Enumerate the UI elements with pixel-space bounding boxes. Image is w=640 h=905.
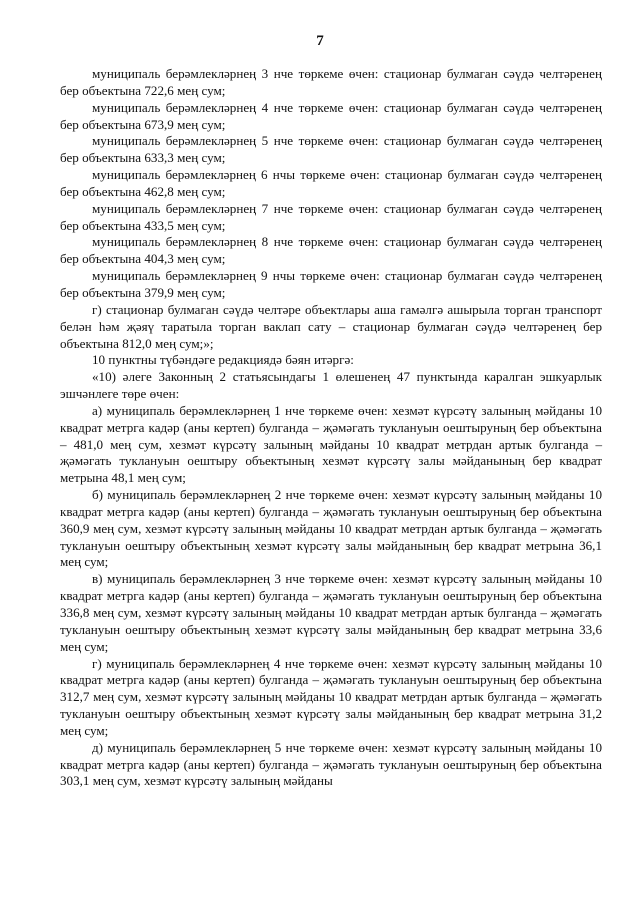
page-number: 7 bbox=[316, 33, 324, 49]
paragraph-item-a: а) муниципаль берәмлекләрнең 1 нче төркеме өчен: хезмәт күрсәтү залының мәйданы 10 квадрат метрга кадәр (аны кертеп) булганда – җәмәгать туклануын оештыруның бер объектына – 481,0 мең сум, хезмәт күрсәтү залының мәйданы 10 квадрат метрдан артык булганда – җәмәгать туклануын оештыру объектының хезмәт күрсәтү залы мәйданының бер квадрат метрына 48,1 мең сум; bbox=[60, 402, 602, 486]
paragraph-item-g-transport: г) стационар булмаган сәүдә челтәре объектлары аша гамәлгә ашырыла торган транспорт белән һәм җәяү таратыла торган ваклап сату – стационар булмаган сәүдә челтәренең бер объектына 812,0 мең сум;»; bbox=[60, 301, 602, 351]
paragraph-group-5: муниципаль берәмлекләрнең 5 нче төркеме өчен: стационар булмаган сәүдә челтәренең бер объектына 633,3 мең сум; bbox=[60, 133, 602, 166]
paragraph-group-7: муниципаль берәмлекләрнең 7 нче төркеме өчен: стационар булмаган сәүдә челтәренең бер объектына 433,5 мең сум; bbox=[60, 200, 602, 233]
paragraph-group-4: муниципаль берәмлекләрнең 4 нче төркеме өчен: стационар булмаган сәүдә челтәренең бер объектына 673,9 мең сум; bbox=[60, 99, 602, 132]
document-body bbox=[60, 66, 602, 790]
paragraph-group-3: муниципаль берәмлекләрнең 3 нче төркеме өчен: стационар булмаган сәүдә челтәренең бер объектына 722,6 мең сум; bbox=[60, 66, 602, 98]
paragraph-item-d: д) муниципаль берәмлекләрнең 5 нче төркеме өчен: хезмәт күрсәтү залының мәйданы 10 квадрат метрга кадәр (аны кертеп) булганда – җәмәгать туклануын оештыруның бер объектына 303,1 мең сум, хезмәт күрсәтү залының мәйданы bbox=[60, 739, 602, 789]
paragraph-item-v: в) муниципаль берәмлекләрнең 3 нче төркеме өчен: хезмәт күрсәтү залының мәйданы 10 квадрат метрга кадәр (аны кертеп) булганда – җәмәгать туклануын оештыруның бер объектына 336,8 мең сум, хезмәт күрсәтү залының мәйданы 10 квадрат метрдан артык булганда – җәмәгать туклануын оештыру объектының хезмәт күрсәтү залы мәйданының бер квадрат метрына 33,6 мең сум; bbox=[60, 571, 602, 654]
paragraph-group-8: муниципаль берәмлекләрнең 8 нче төркеме өчен: стационар булмаган сәүдә челтәренең бер объектына 404,3 мең сум; bbox=[60, 234, 602, 267]
paragraph-item-g: г) муниципаль берәмлекләрнең 4 нче төркеме өчен: хезмәт күрсәтү залының мәйданы 10 квадрат метрга кадәр (аны кертеп) булганда – җәмәгать туклануын оештыруның бер объектына 312,7 мең сум, хезмәт күрсәтү залының мәйданы 10 квадрат метрдан артык булганда – җәмәгать туклануын оештыру объектының хезмәт күрсәтү залы мәйданының бер квадрат метрына 31,2 мең сум; bbox=[60, 655, 602, 738]
paragraph-item-b: б) муниципаль берәмлекләрнең 2 нче төркеме өчен: хезмәт күрсәтү залының мәйданы 10 квадрат метрга кадәр (аны кертеп) булганда – җәмәгать туклануын оештыруның бер объектына 360,9 мең сум, хезмәт күрсәтү залының мәйданы 10 квадрат метрдан артык булганда – җәмәгать туклануын оештыру объектының хезмәт күрсәтү залы мәйданының бер квадрат метрына 36,1 мең сум; bbox=[60, 487, 602, 570]
paragraph-group-9: муниципаль берәмлекләрнең 9 нчы төркеме өчен: стационар булмаган сәүдә челтәренең бер объектына 379,9 мең сум; bbox=[60, 268, 602, 300]
paragraph-point-10-intro: 10 пунктны түбәндәге редакциядә бәян итәргә: bbox=[92, 352, 354, 368]
paragraph-point-10-heading: «10) әлеге Законның 2 статьясындагы 1 өлешенең 47 пунктында каралган эшкуарлык эшчәнлеге төре өчен: bbox=[60, 369, 602, 402]
paragraph-group-6: муниципаль берәмлекләрнең 6 нчы төркеме өчен: стационар булмаган сәүдә челтәренең бер объектына 462,8 мең сум; bbox=[60, 167, 602, 199]
